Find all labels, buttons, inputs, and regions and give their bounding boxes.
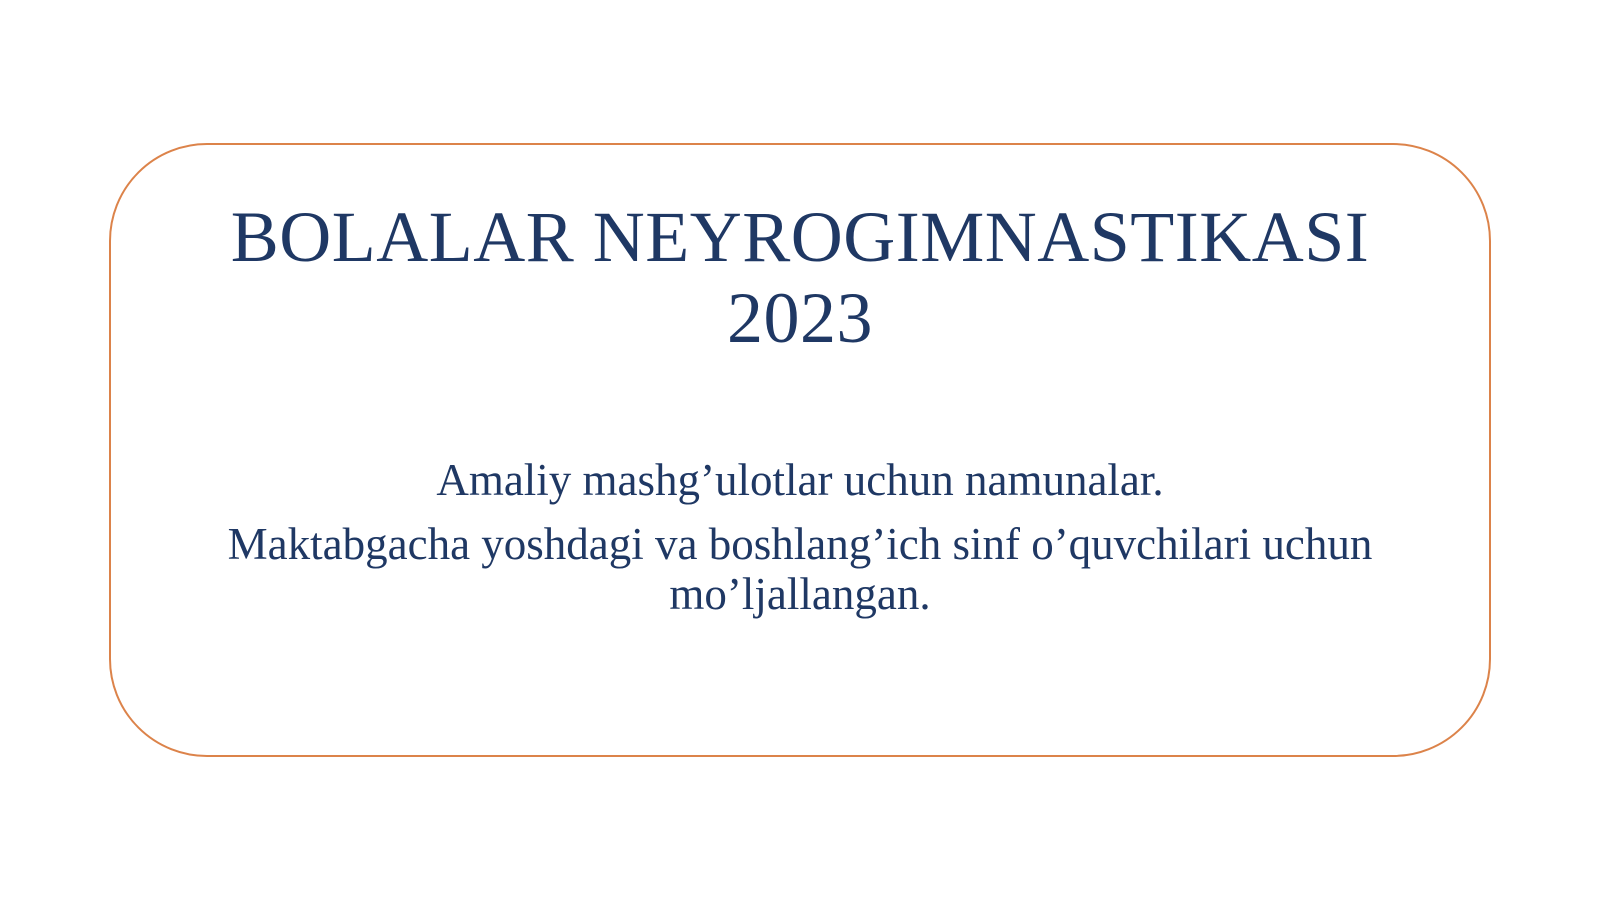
slide-title [111,197,1489,360]
slide-subtitle [111,456,1489,620]
slide-title-line-1: BOLALAR NEYROGIMNASTIKASI [230,197,1370,277]
subtitle-paragraph-2: Maktabgacha yoshdagi va boshlang’ich sinf o’quvchilari uchun mo’ljallangan. [227,519,1373,619]
slide-title-line-2: 2023 [727,278,873,359]
slide-border-frame [109,143,1491,757]
subtitle-paragraph-1: Amaliy mashg’ulotlar uchun namunalar. [436,454,1164,505]
